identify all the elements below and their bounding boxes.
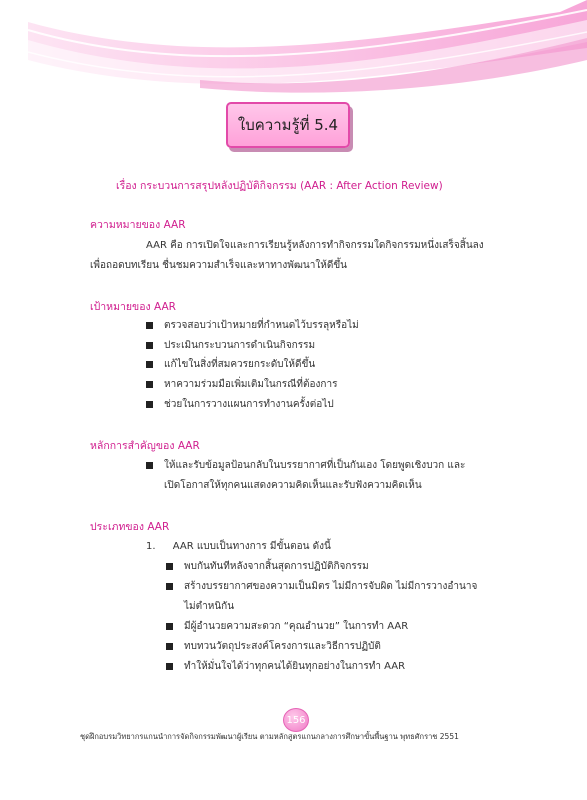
page-number-badge	[283, 708, 309, 732]
subject-english: (AAR : After Action Review)	[300, 180, 443, 192]
numbered-item	[146, 539, 331, 554]
numbered-marker: 1.	[146, 541, 156, 552]
goal-item: แก้ไขในสิ่งที่สมควรยกระดับให้ดีขึ้น	[146, 357, 315, 372]
meaning-heading: ความหมายของ AAR	[90, 219, 186, 231]
decorative-header-banner	[0, 0, 587, 100]
type-step-item: ทบทวนวัตถุประสงค์โครงการและวิธีการปฏิบัติ	[166, 639, 381, 654]
types-heading: ประเภทของ AAR	[90, 521, 170, 533]
numbered-text: AAR แบบเป็นทางการ มีขั้นตอน ดังนี้	[172, 541, 331, 552]
footer-text: ชุดฝึกอบรมวิทยากรแกนนำการจัดกิจกรรมพัฒนาผู้เรียน ตามหลักสูตรแกนกลางการศึกษาขั้นพื้นฐาน พุทธศักราช 2551	[80, 732, 459, 741]
title-text: ใบความรู้ที่ 5.4	[237, 116, 339, 134]
principle-item-continuation: เปิดโอกาสให้ทุกคนแสดงความคิดเห็นและรับฟังความคิดเห็น	[164, 480, 422, 491]
bullet-square-icon	[146, 381, 153, 388]
type-step-item: มีผู้อำนวยความสะดวก “คุณอำนวย” ในการทำ AAR	[166, 619, 408, 634]
goal-item: หาความร่วมมือเพิ่มเติมในกรณีที่ต้องการ	[146, 377, 337, 392]
page-number: 156	[286, 714, 306, 726]
bullet-square-icon	[166, 643, 173, 650]
bullet-square-icon	[146, 401, 153, 408]
bullet-square-icon	[166, 583, 173, 590]
bullet-square-icon	[166, 663, 173, 670]
type-step-item: ทำให้มั่นใจได้ว่าทุกคนได้ยินทุกอย่างในการทำ AAR	[166, 659, 405, 674]
principle-item: ให้และรับข้อมูลป้อนกลับในบรรยากาศที่เป็นกันเอง โดยพูดเชิงบวก และ	[146, 458, 465, 473]
meaning-line-1: AAR คือ การเปิดใจและการเรียนรู้หลังการทำกิจกรรมใดกิจกรรมหนึ่งเสร็จสิ้นลง	[146, 240, 484, 251]
principles-heading: หลักการสำคัญของ AAR	[90, 440, 200, 452]
type-step-item: พบกันทันทีหลังจากสิ้นสุดการปฏิบัติกิจกรรม	[166, 559, 369, 574]
bullet-square-icon	[146, 462, 153, 469]
type-step-item: สร้างบรรยากาศของความเป็นมิตร ไม่มีการจับผิด ไม่มีการวางอำนาจ	[166, 579, 477, 594]
title-box	[226, 102, 350, 148]
type-step-continuation: ไม่ตำหนิกัน	[184, 601, 235, 612]
subject-line	[116, 177, 536, 194]
goal-item: ช่วยในการวางแผนการทำงานครั้งต่อไป	[146, 397, 334, 412]
goal-item: ประเมินกระบวนการดำเนินกิจกรรม	[146, 338, 315, 353]
meaning-line-2: เพื่อถอดบทเรียน ชื่นชมความสำเร็จและหาทางพัฒนาให้ดีขึ้น	[90, 260, 348, 271]
bullet-square-icon	[146, 342, 153, 349]
bullet-square-icon	[146, 361, 153, 368]
goals-heading: เป้าหมายของ AAR	[90, 301, 176, 313]
goal-item: ตรวจสอบว่าเป้าหมายที่กำหนดไว้บรรลุหรือไม่	[146, 318, 359, 333]
bullet-square-icon	[146, 322, 153, 329]
subject-label: เรื่อง กระบวนการสรุปหลังปฏิบัติกิจกรรม	[116, 180, 297, 192]
bullet-square-icon	[166, 563, 173, 570]
bullet-square-icon	[166, 623, 173, 630]
